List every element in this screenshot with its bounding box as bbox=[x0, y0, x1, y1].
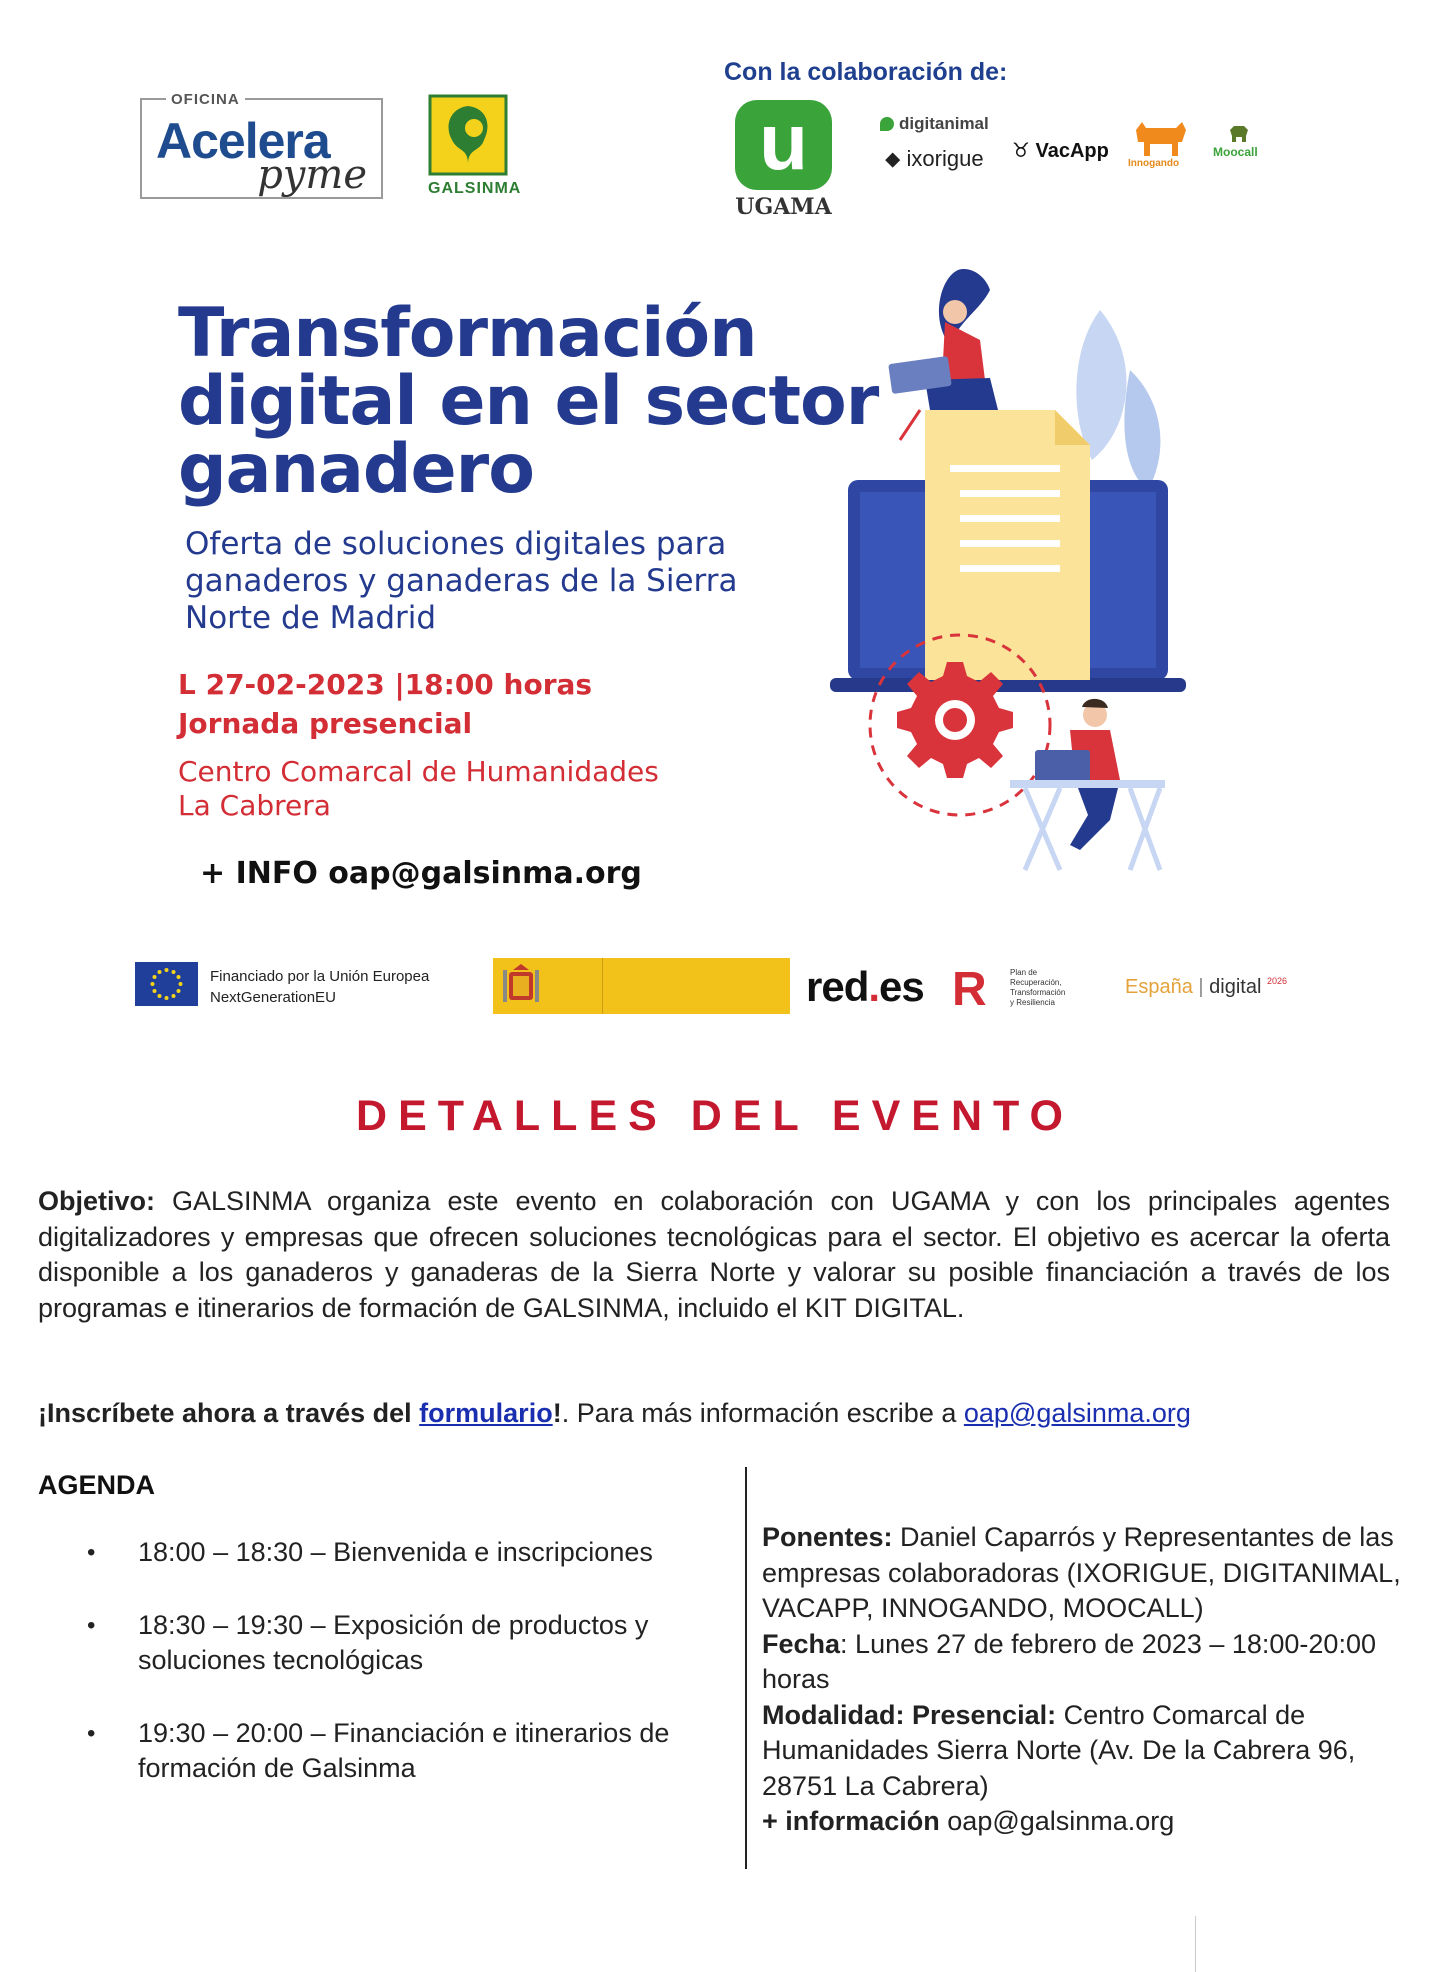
redes-label-b: es bbox=[879, 963, 924, 1010]
inscribe-bold-2: ! bbox=[552, 1398, 562, 1428]
ugama-logo bbox=[735, 97, 832, 190]
collaboration-title: Con la colaboración de: bbox=[724, 58, 1008, 86]
redes-label-a: red bbox=[806, 963, 869, 1010]
fecha-label: Fecha bbox=[762, 1628, 841, 1659]
prtr-line-1: Plan de bbox=[1010, 968, 1038, 977]
fecha-block bbox=[762, 1627, 1402, 1698]
bull-head-icon: ♉ bbox=[1012, 140, 1030, 162]
inscribe-rest: . Para más información escribe a bbox=[561, 1398, 964, 1428]
eu-flag-icon bbox=[135, 962, 198, 1006]
prtr-line-2: Recuperación, bbox=[1010, 978, 1062, 987]
gobierno-espana-logo bbox=[493, 958, 790, 1014]
prtr-text bbox=[1010, 968, 1065, 1008]
event-subtitle: Oferta de soluciones digitales para ganaderos y ganaderas de la Sierra Norte de Madrid bbox=[185, 526, 738, 636]
galsinma-emblem-icon bbox=[428, 94, 508, 176]
event-title: Transformación digital en el sector ganadero bbox=[178, 294, 879, 509]
oficina-label: OFICINA bbox=[166, 91, 245, 108]
redes-dot: . bbox=[868, 963, 880, 1010]
galsinma-logo bbox=[428, 94, 522, 198]
modalidad-block bbox=[762, 1698, 1402, 1805]
event-venue bbox=[178, 755, 659, 823]
digital-transformation-illustration bbox=[830, 260, 1190, 880]
prtr-line-3: Transformación bbox=[1010, 988, 1066, 997]
prtr-mark-icon: R bbox=[952, 963, 987, 1016]
cow-head-icon: ⬥ bbox=[885, 146, 901, 171]
venue-line-2: La Cabrera bbox=[178, 789, 331, 822]
espana-digital-logo: España | digital $^{2026}$ bbox=[1125, 976, 1288, 998]
modalidad-text: Centro Comarcal de Humanidades Sierra Norte (Av. De la Cabrera 96, 28751 La Cabrera) bbox=[762, 1699, 1356, 1801]
ponentes-text: Daniel Caparrós y Representantes de las empresas colaboradoras (IXORIGUE, DIGITANIMAL, VACAPP, INNOGANDO, MOOCALL) bbox=[762, 1522, 1401, 1623]
vacapp-logo bbox=[1012, 138, 1109, 163]
agenda-list bbox=[80, 1535, 730, 1824]
moocall-cow-icon bbox=[1228, 124, 1250, 144]
event-datetime: L 27-02-2023 |18:00 horas bbox=[178, 668, 593, 701]
location-pin-icon bbox=[880, 117, 894, 131]
redes-logo bbox=[806, 963, 924, 1011]
innogando-label: Innogando bbox=[1128, 158, 1180, 169]
inscribe-paragraph bbox=[38, 1398, 1398, 1429]
eu-line-1: Financiado por la Unión Europea bbox=[210, 968, 430, 985]
prtr-line-4: y Resiliencia bbox=[1010, 998, 1055, 1007]
info-contact: + INFO oap@galsinma.org bbox=[200, 856, 642, 891]
agenda-item: • 18:30 – 19:30 – Exposición de productos y soluciones tecnológicas bbox=[80, 1608, 730, 1678]
objetivo-text: GALSINMA organiza este evento en colaboración con UGAMA y con los principales agentes digitalizadores y empresas que ofrecen soluciones tecnológicas para el sector. El objetivo es acercar la oferta disponible a los ganaderos y ganaderas de la Sierra Norte y valorar su posible financiación a través de los programas e itinerarios de formación de GALSINMA, incluido el KIT DIGITAL. bbox=[38, 1186, 1390, 1323]
acelera-pyme-logo bbox=[140, 91, 383, 199]
eu-line-2: NextGenerationEU bbox=[210, 989, 336, 1006]
vacapp-label: VacApp bbox=[1035, 140, 1109, 162]
ponentes-label: Ponentes: bbox=[762, 1522, 893, 1552]
event-format: Jornada presencial bbox=[178, 707, 473, 740]
email-link[interactable]: oap@galsinma.org bbox=[963, 1398, 1191, 1428]
event-info-column bbox=[762, 1520, 1402, 1840]
moocall-label: Moocall bbox=[1213, 145, 1258, 159]
venue-line-1: Centro Comarcal de Humanidades bbox=[178, 755, 659, 788]
digitanimal-logo bbox=[880, 114, 989, 134]
agenda-item: • 18:00 – 18:30 – Bienvenida e inscripciones bbox=[80, 1535, 730, 1570]
details-heading: DETALLES DEL EVENTO bbox=[356, 1092, 1074, 1140]
digital-label: digital bbox=[1209, 976, 1262, 998]
secretaria-estado-logo bbox=[1195, 1916, 1284, 1972]
spain-coat-of-arms-icon bbox=[501, 964, 541, 1008]
ugama-label: UGAMA bbox=[735, 194, 832, 220]
formulario-link[interactable]: formulario bbox=[419, 1398, 553, 1428]
ixorigue-logo bbox=[885, 146, 984, 172]
mas-info-label: + información bbox=[762, 1806, 940, 1836]
agenda-heading: AGENDA bbox=[38, 1470, 156, 1500]
digitanimal-label: digitanimal bbox=[899, 114, 989, 133]
ixorigue-label: ixorigue bbox=[906, 146, 984, 171]
mas-info-block bbox=[762, 1804, 1402, 1840]
eu-funding-text bbox=[210, 966, 429, 1008]
ugama-mark: u bbox=[759, 97, 808, 186]
acelera-label: Acelera bbox=[156, 113, 330, 169]
mas-info-text: oap@galsinma.org bbox=[939, 1806, 1175, 1836]
fecha-text: : Lunes 27 de febrero de 2023 – 18:00-20:00 horas bbox=[762, 1628, 1376, 1694]
inscribe-bold: ¡Inscríbete ahora a través del bbox=[38, 1398, 420, 1428]
agenda-item: • 19:30 – 20:00 – Financiación e itinerarios de formación de Galsinma bbox=[80, 1716, 730, 1786]
year-label: 2026 bbox=[1266, 976, 1288, 986]
objetivo-label: Objetivo: bbox=[38, 1186, 156, 1216]
pyme-label: pyme bbox=[257, 152, 367, 198]
innogando-cow-icon bbox=[1132, 118, 1188, 158]
objetivo-paragraph bbox=[38, 1184, 1390, 1326]
espana-label: España bbox=[1125, 976, 1193, 998]
modalidad-label: Modalidad: Presencial: bbox=[762, 1699, 1057, 1730]
galsinma-label: GALSINMA bbox=[428, 180, 522, 197]
column-divider bbox=[745, 1467, 747, 1869]
ponentes-block bbox=[762, 1520, 1402, 1627]
